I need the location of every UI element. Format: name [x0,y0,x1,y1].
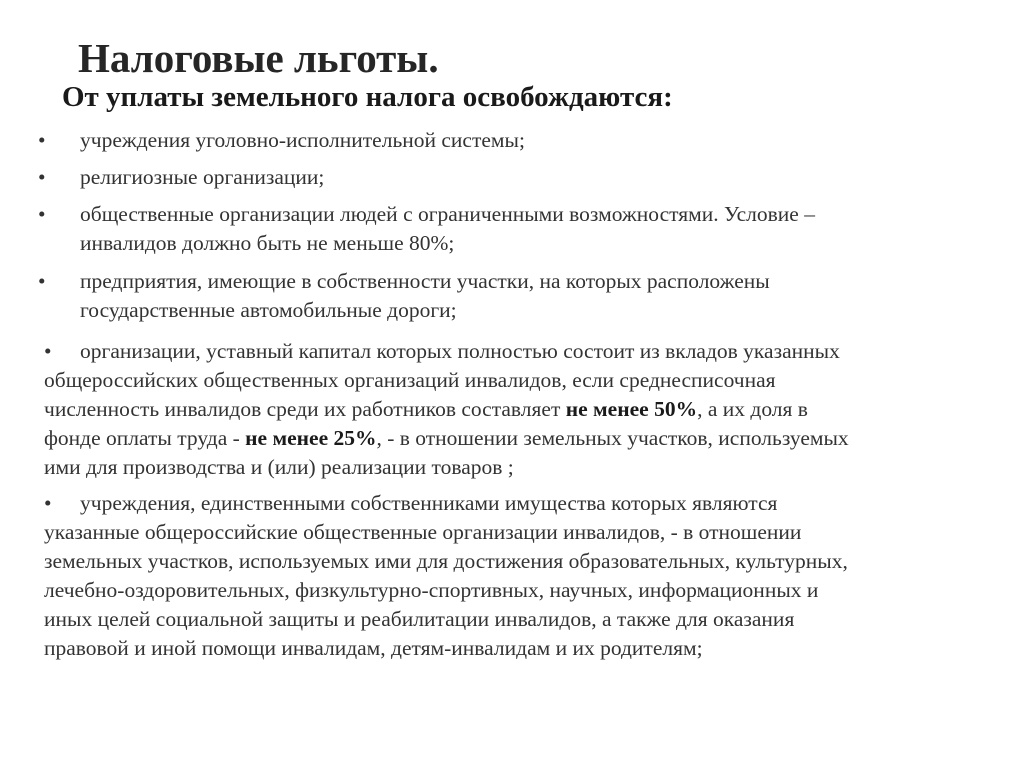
list-item-text-line: организации, уставный капитал которых полностью состоит из вкладов указанных [80,339,840,363]
text-run: , а их доля в [697,397,808,421]
list-item-text-line [44,395,849,424]
list-item-text-line: инвалидов должно быть не меньше 80%; [80,231,455,255]
list-item [38,200,815,258]
text-run: , - в отношении земельных участков, используемых [376,426,849,450]
slide-title: Налоговые льготы. [78,35,439,81]
list-item-text-line: указанные общероссийские общественные организации инвалидов, - в отношении [44,520,802,544]
list-item-text-line: государственные автомобильные дороги; [80,298,457,322]
list-item-text-line: учреждения, единственными собственниками имущества которых являются [80,491,778,515]
list-item-text-line: иных целей социальной защиты и реабилитации инвалидов, а также для оказания [44,607,795,631]
list-item-text-line [44,424,849,453]
list-item [44,489,848,663]
list-item [38,163,324,192]
bullet-icon: • [44,491,52,515]
list-item-text-line: общественные организации людей с ограниченными возможностями. Условие – [80,202,815,226]
list-item [38,267,770,325]
list-item-text-line: ими для производства и (или) реализации товаров ; [44,455,514,479]
bullet-icon: • [38,165,46,189]
text-run: фонде оплаты труда - [44,426,246,450]
list-item [44,337,849,482]
list-item-text-line: общероссийских общественных организаций инвалидов, если среднесписочная [44,368,776,392]
list-item-text-line: земельных участков, используемых ими для достижения образовательных, культурных, [44,549,848,573]
list-item-text: учреждения уголовно-исполнительной системы; [80,128,525,152]
bullet-icon: • [38,202,46,226]
list-item-text-line: лечебно-оздоровительных, физкультурно-спортивных, научных, информационных и [44,578,819,602]
emphasis-text: не менее 50% [565,397,698,421]
list-item-text-line: предприятия, имеющие в собственности участки, на которых расположены [80,269,770,293]
list-item-text: религиозные организации; [80,165,325,189]
emphasis-text: не менее 25% [245,426,377,450]
text-run: численность инвалидов среди их работников составляет [44,397,566,421]
list-item-text-line: правовой и иной помощи инвалидам, детям-инвалидам и их родителям; [44,636,703,660]
bullet-icon: • [44,339,52,363]
list-item [38,126,525,155]
bullet-icon: • [38,128,46,152]
slide-subtitle: От уплаты земельного налога освобождаются: [62,81,673,113]
bullet-icon: • [38,269,46,293]
